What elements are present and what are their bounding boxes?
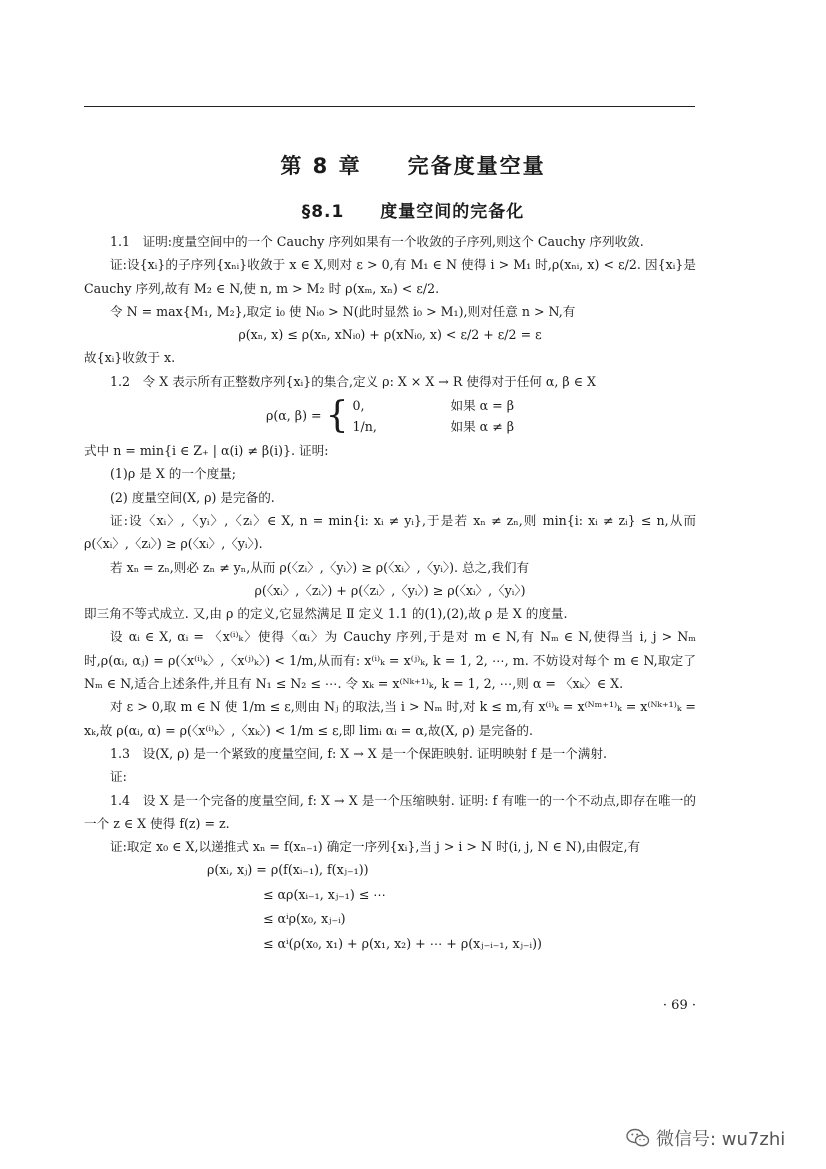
case-condition: 如果 α = β: [450, 398, 515, 414]
display-formula: ρ(xₙ, x) ≤ ρ(xₙ, xNᵢ₀) + ρ(xNᵢ₀, x) < ε/2 + ε/2 = ε: [238, 327, 542, 343]
chapter-title: 第 8 章 完备度量空量: [280, 154, 546, 178]
piecewise-lhs: ρ(α, β) =: [265, 408, 322, 424]
inequality-chain: [207, 858, 696, 956]
claim-item: (1)ρ 是 X 的一个度量;: [110, 466, 237, 482]
section-title: §8.1 度量空间的完备化: [301, 202, 525, 222]
exercise-1-1: 1.1 证明:度量空间中的一个 Cauchy 序列如果有一个收敛的子序列,则这个 Cauchy 序列收敛.: [110, 234, 644, 249]
proof-paragraph: 若 xₙ = zₙ,则必 zₙ ≠ yₙ,从而 ρ(〈zᵢ〉,〈yᵢ〉) ≥ ρ(〈xᵢ〉,〈yᵢ〉). 总之,我们有: [110, 559, 530, 575]
proof-conclusion: 故{xᵢ}收敛于 x.: [84, 350, 176, 366]
header-rule: [84, 106, 695, 107]
proof-paragraph: 证:设{xᵢ}的子序列{xₙᵢ}收敛于 x ∈ X,则对 ε > 0,有 M₁ ∈ N 使得 i > M₁ 时,ρ(xₙᵢ, x) < ε/2. 因{xᵢ}是 Cauchy 序列,故有 M₂ ∈ N,使 n, m > M₂ 时 ρ(xₘ, xₙ) < ε/2.: [84, 257, 696, 296]
proof-paragraph: 证:取定 x₀ ∈ X,以递推式 xₙ = f(xₙ₋₁) 确定一序列{xᵢ},当 j > i > N 时(i, j, N ∈ N),由假定,有: [110, 839, 641, 855]
watermark-text: 微信号: wu7zhi: [656, 1129, 786, 1150]
piecewise-case: [352, 416, 514, 437]
page-body: [84, 230, 696, 956]
page-number: · 69 ·: [662, 998, 696, 1013]
claim-item: (2) 度量空间(X, ρ) 是完备的.: [110, 489, 275, 505]
proof-paragraph: 即三角不等式成立. 又,由 ρ 的定义,它显然满足 Ⅱ 定义 1.1 的(1),(2),故 ρ 是 X 的度量.: [84, 606, 568, 622]
exercise-1-3: 1.3 设(X, ρ) 是一个紧致的度量空间, f: X → X 是一个保距映射. 证明映射 f 是一个满射.: [110, 745, 607, 761]
wechat-icon: [626, 1128, 650, 1148]
watermark: [626, 1125, 785, 1151]
display-formula: ρ(〈xᵢ〉,〈zᵢ〉) + ρ(〈zᵢ〉,〈yᵢ〉) ≥ ρ(〈xᵢ〉,〈yᵢ〉): [254, 582, 526, 598]
case-condition: 如果 α ≠ β: [450, 419, 515, 435]
piecewise-brace: {: [325, 395, 349, 437]
chain-line: ≤ αⁱ(ρ(x₀, x₁) + ρ(x₁, x₂) + ⋯ + ρ(xⱼ₋ᵢ₋₁, xⱼ₋ᵢ)): [263, 935, 542, 951]
proof-paragraph: 设 αᵢ ∈ X, αᵢ = 〈x⁽ⁱ⁾ₖ〉使得〈αᵢ〉为 Cauchy 序列,于是对 m ∈ N,有 Nₘ ∈ N,使得当 i, j > Nₘ 时,ρ(αᵢ, αⱼ) = ρ(〈x⁽ⁱ⁾ₖ〉,〈x⁽ʲ⁾ₖ〉) < 1/m,从而有: x⁽ⁱ⁾ₖ = x⁽ʲ⁾ₖ, k = 1, 2, ⋯, m. 不妨设对每个 m ∈ N,取定了 Nₘ ∈ N,适合上述条件,并且有 N₁ ≤ N₂ ≤ ⋯. 令 xₖ = x⁽ᴺᵏ⁺¹⁾ₖ, k = 1, 2, ⋯,则 α = 〈xₖ〉∈ X.: [84, 629, 696, 692]
piecewise-case: [352, 395, 514, 416]
piecewise-cases: [352, 395, 514, 437]
exercise-1-2: 1.2 令 X 表示所有正整数序列{xᵢ}的集合,定义 ρ: X × X → R 使得对于任何 α, β ∈ X: [110, 373, 597, 389]
case-value: 1/n,: [352, 419, 377, 435]
proof-label: 证:: [110, 769, 127, 785]
proof-paragraph: 对 ε > 0,取 m ∈ N 使 1/m ≤ ε,则由 Nⱼ 的取法,当 i > Nₘ 时,对 k ≤ m,有 x⁽ⁱ⁾ₖ = x⁽ᴺᵐ⁺¹⁾ₖ = x⁽ᴺᵏ⁺¹⁾ₖ = xₖ,故 ρ(αᵢ, α) = ρ(〈x⁽ⁱ⁾ₖ〉,〈xₖ〉) < 1/m ≤ ε,即 limᵢ αᵢ = α,故(X, ρ) 是完备的.: [84, 699, 696, 738]
definition-paragraph: 式中 n = min{i ∈ Z₊ | α(i) ≠ β(i)}. 证明:: [84, 443, 329, 459]
exercise-1-4: 1.4 设 X 是一个完备的度量空间, f: X → X 是一个压缩映射. 证明: f 有唯一的一个不动点,即存在唯一的一个 z ∈ X 使得 f(z) = z.: [84, 792, 696, 831]
piecewise-definition: [84, 393, 696, 439]
case-value: 0,: [352, 398, 365, 414]
proof-paragraph: 令 N = max{M₁, M₂},取定 i₀ 使 Nᵢ₀ > N(此时显然 i₀ > M₁),则对任意 n > N,有: [110, 303, 576, 319]
proof-paragraph: 证:设〈xᵢ〉,〈yᵢ〉,〈zᵢ〉∈ X, n = min{i: xᵢ ≠ yᵢ},于是若 xₙ ≠ zₙ,则 min{i: xᵢ ≠ zᵢ} ≤ n,从而 ρ(〈xᵢ〉,〈zᵢ〉) ≥ ρ(〈xᵢ〉,〈yᵢ〉).: [84, 512, 696, 552]
chain-line: ≤ αρ(xᵢ₋₁, xⱼ₋₁) ≤ ⋯: [263, 886, 386, 902]
chain-line: ρ(xᵢ, xⱼ) = ρ(f(xᵢ₋₁), f(xⱼ₋₁)): [207, 862, 369, 878]
chain-line: ≤ αⁱρ(x₀, xⱼ₋ᵢ): [263, 911, 346, 927]
